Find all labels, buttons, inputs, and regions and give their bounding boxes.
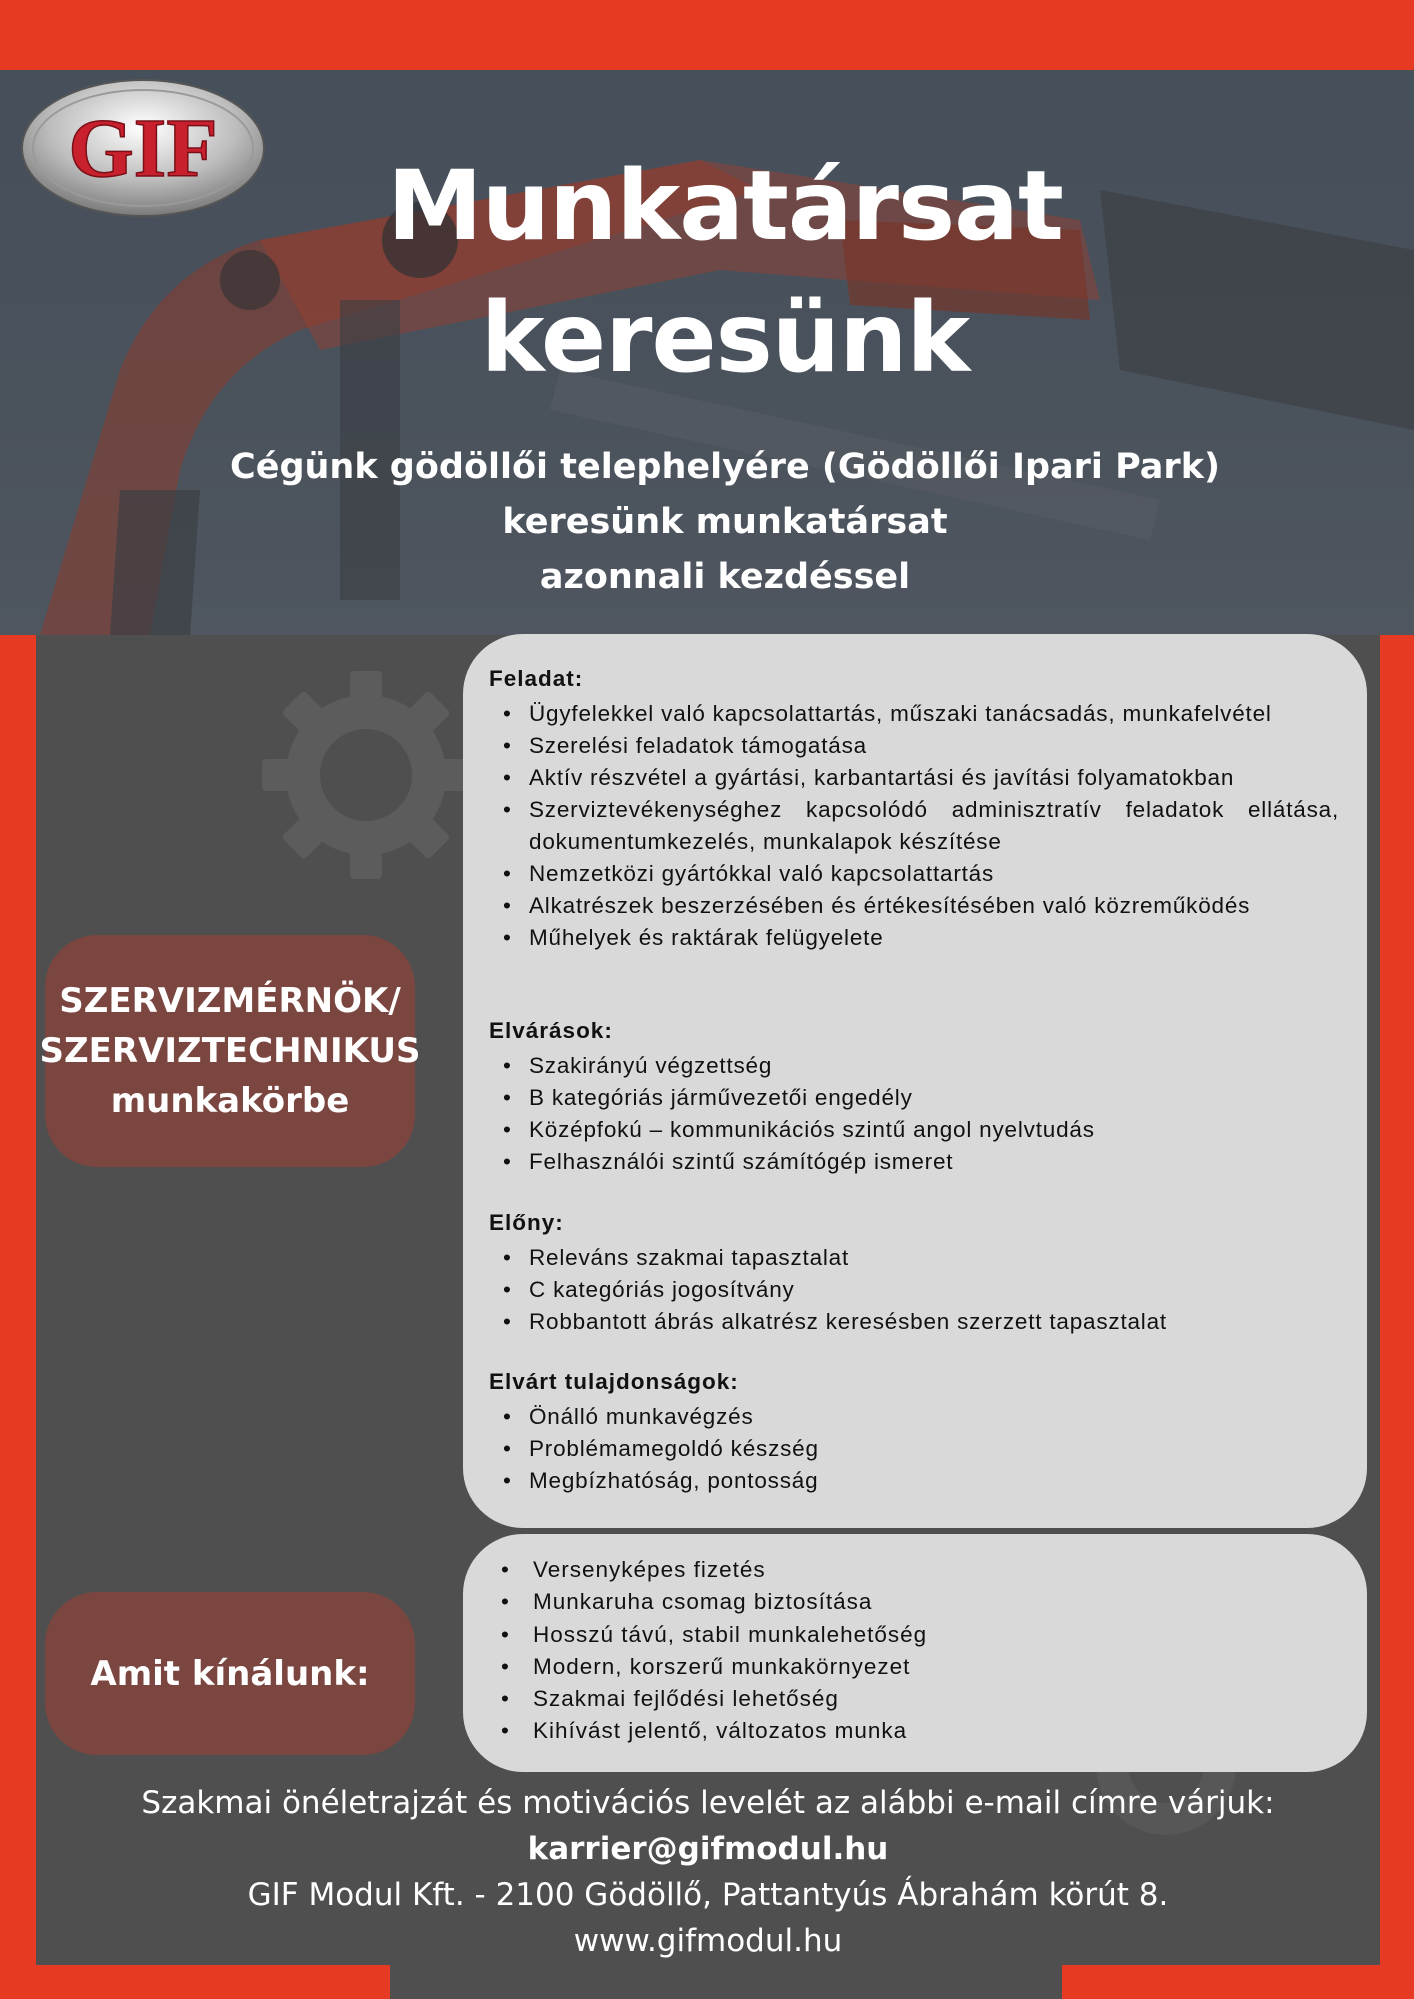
subtitle-line-2: keresünk munkatársat bbox=[502, 502, 948, 542]
website-link[interactable]: www.gifmodul.hu bbox=[573, 1923, 843, 1959]
offer-list bbox=[493, 1554, 1343, 1748]
bottom-gray-tab bbox=[390, 1965, 1062, 1999]
list-item: • Szakirányú végzettség bbox=[489, 1050, 1339, 1082]
task-list bbox=[489, 698, 1339, 954]
list-item: • C kategóriás jogosítvány bbox=[489, 1274, 1339, 1306]
list-item: • Középfokú – kommunikációs szintű angol nyelvtudás bbox=[489, 1114, 1339, 1146]
list-item: • Hosszú távú, stabil munkalehetőség bbox=[493, 1619, 1343, 1651]
list-item: • Alkatrészek beszerzésében és értékesítésében való közreműködés bbox=[489, 890, 1339, 922]
subtitle-line-1: Cégünk gödöllői telephelyére (Gödöllői Ipari Park) bbox=[230, 447, 1220, 487]
list-item: • Kihívást jelentő, változatos munka bbox=[493, 1715, 1343, 1747]
contact-intro: Szakmai önéletrajzát és motivációs levelét az alábbi e-mail címre várjuk: bbox=[141, 1785, 1275, 1821]
qualities-list bbox=[489, 1401, 1339, 1497]
list-item: • Önálló munkavégzés bbox=[489, 1401, 1339, 1433]
list-item: • Nemzetközi gyártókkal való kapcsolattartás bbox=[489, 858, 1339, 890]
subtitle-line-3: azonnali kezdéssel bbox=[539, 557, 911, 597]
role-line-2: SZERVIZTECHNIKUS bbox=[39, 1031, 421, 1071]
list-item: • Szakmai fejlődési lehetőség bbox=[493, 1683, 1343, 1715]
section-heading: Feladat: bbox=[489, 666, 584, 691]
section-tasks bbox=[489, 664, 1339, 954]
section-heading: Elvárt tulajdonságok: bbox=[489, 1369, 739, 1394]
offer-badge bbox=[45, 1592, 415, 1755]
title-line-2: keresünk bbox=[480, 282, 970, 394]
offer-label: Amit kínálunk: bbox=[90, 1653, 370, 1694]
title-line-1: Munkatársat bbox=[387, 150, 1063, 262]
contact-email[interactable]: karrier@gifmodul.hu bbox=[527, 1831, 889, 1867]
company-address: GIF Modul Kft. - 2100 Gödöllő, Pattantyús Ábrahám körút 8. bbox=[247, 1877, 1169, 1913]
requirements-list bbox=[489, 1050, 1339, 1178]
list-item: • Szerelési feladatok támogatása bbox=[489, 730, 1339, 762]
list-item: • Felhasználói szintű számítógép ismeret bbox=[489, 1146, 1339, 1178]
list-item: • Problémamegoldó készség bbox=[489, 1433, 1339, 1465]
offer-card bbox=[463, 1534, 1367, 1772]
page-title bbox=[290, 140, 1160, 404]
list-item: • Aktív részvétel a gyártási, karbantartási és javítási folyamatokban bbox=[489, 762, 1339, 794]
list-item: • B kategóriás járművezetői engedély bbox=[489, 1082, 1339, 1114]
role-line-3: munkakörbe bbox=[110, 1081, 350, 1121]
section-advantages bbox=[489, 1208, 1339, 1338]
top-red-bar bbox=[0, 0, 1414, 70]
advantages-list bbox=[489, 1242, 1339, 1338]
role-line-1: SZERVIZMÉRNÖK/ bbox=[59, 981, 401, 1021]
list-item: • Műhelyek és raktárak felügyelete bbox=[489, 922, 1339, 954]
list-item: • Szerviztevékenységhez kapcsolódó adminisztratív feladatok ellátása, dokumentumkezelés, munkalapok készítése bbox=[489, 794, 1339, 858]
subtitle bbox=[180, 440, 1270, 605]
list-item: • Modern, korszerű munkakörnyezet bbox=[493, 1651, 1343, 1683]
gif-logo bbox=[20, 78, 266, 218]
list-item: • Robbantott ábrás alkatrész keresésben szerzett tapasztalat bbox=[489, 1306, 1339, 1338]
list-item: • Versenyképes fizetés bbox=[493, 1554, 1343, 1586]
section-heading: Előny: bbox=[489, 1210, 564, 1235]
list-item: • Megbízhatóság, pontosság bbox=[489, 1465, 1339, 1497]
contact-footer bbox=[36, 1780, 1380, 1964]
section-heading: Elvárások: bbox=[489, 1018, 613, 1043]
list-item: • Munkaruha csomag biztosítása bbox=[493, 1586, 1343, 1618]
logo-text: GIF bbox=[68, 102, 218, 195]
role-badge bbox=[39, 935, 421, 1167]
section-qualities bbox=[489, 1367, 1339, 1497]
list-item: • Releváns szakmai tapasztalat bbox=[489, 1242, 1339, 1274]
section-requirements bbox=[489, 1016, 1339, 1178]
list-item: • Ügyfelekkel való kapcsolattartás, műszaki tanácsadás, munkafelvétel bbox=[489, 698, 1339, 730]
requirements-card bbox=[463, 634, 1367, 1528]
